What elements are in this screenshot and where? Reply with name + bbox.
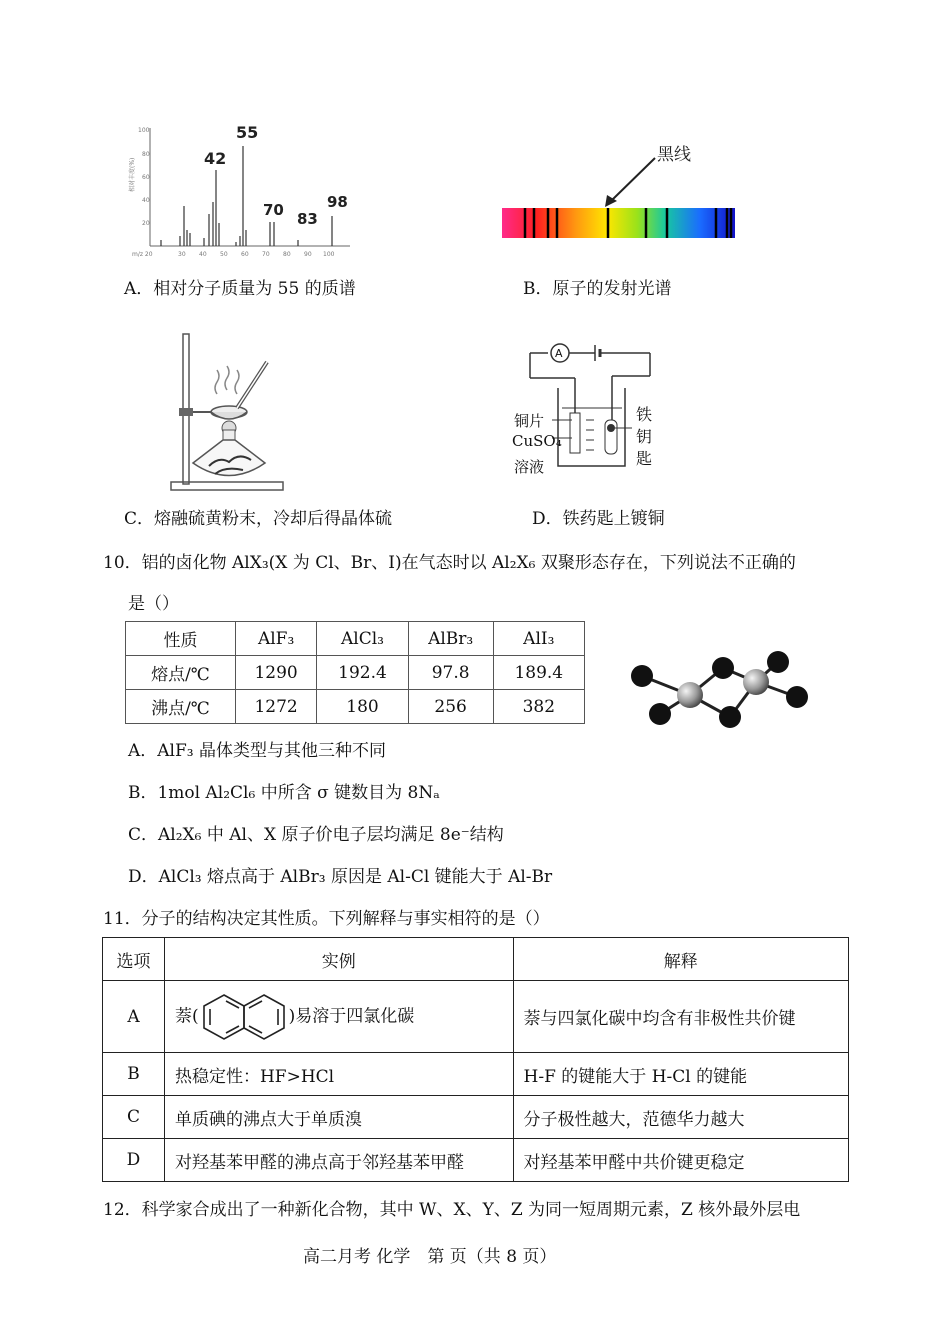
page-footer: 高二月考 化学 第 页（共 8 页） — [303, 1247, 557, 1267]
table-header-cell: 性质 — [126, 622, 236, 656]
example-suffix: )易溶于四氯化碳 — [288, 1006, 415, 1026]
naphthalene-structure-icon — [199, 992, 289, 1042]
table-cell: H-F 的键能大于 H-Cl 的键能 — [513, 1053, 848, 1096]
table-header-cell: AlCl₃ — [317, 622, 408, 656]
table-row — [126, 622, 585, 656]
q12-stem: 12．科学家合成出了一种新化合物，其中 W、X、Y、Z 为同一短周期元素，Z 核外最外层电 — [103, 1200, 801, 1220]
peak-label-70: 70 — [263, 201, 284, 219]
emission-spectrum-figure — [495, 138, 745, 243]
mass-y-tick: 40 — [142, 197, 150, 204]
table-row — [103, 981, 849, 1053]
table-header-cell: 选项 — [103, 938, 165, 981]
label-copper-sheet: 铜片 — [514, 412, 545, 430]
table-cell: 180 — [317, 690, 408, 724]
example-prefix: 萘( — [174, 1006, 199, 1026]
table-row — [126, 656, 585, 690]
table-cell: 256 — [408, 690, 493, 724]
table-header-cell: 解释 — [513, 938, 848, 981]
ammeter-label: A — [555, 347, 563, 360]
q10-option-c: C．Al₂X₆ 中 Al、X 原子价电子层均满足 8e⁻结构 — [128, 825, 504, 845]
table-cell: 382 — [493, 690, 584, 724]
label-iron: 铁 — [636, 405, 653, 424]
mass-spectrum-svg — [120, 118, 360, 263]
table-cell: 熔点/℃ — [126, 656, 236, 690]
table-cell: 97.8 — [408, 656, 493, 690]
table-cell: 1290 — [235, 656, 316, 690]
table-cell: B — [103, 1053, 165, 1096]
label-key: 钥 — [636, 427, 653, 446]
q11-stem: 11．分子的结构决定其性质。下列解释与事实相符的是（） — [103, 909, 550, 929]
table-cell: 沸点/℃ — [126, 690, 236, 724]
q9-option-b: B．原子的发射光谱 — [523, 279, 672, 299]
mass-x-tick: 100 — [323, 251, 335, 258]
mass-x-tick: 60 — [241, 251, 249, 258]
mass-x-tick: 80 — [283, 251, 291, 258]
peak-label-98: 98 — [327, 193, 348, 211]
sulfur-apparatus-figure — [165, 328, 285, 496]
table-cell — [164, 981, 513, 1053]
mass-x-tick: 40 — [199, 251, 207, 258]
table-header-cell: AlF₃ — [235, 622, 316, 656]
q9-option-c: C．熔融硫黄粉末，冷却后得晶体硫 — [124, 509, 393, 529]
table-cell: A — [103, 981, 165, 1053]
table-cell: 对羟基苯甲醛中共价键更稳定 — [513, 1139, 848, 1182]
table-cell: 分子极性越大，范德华力越大 — [513, 1096, 848, 1139]
table-cell: 192.4 — [317, 656, 408, 690]
q10-property-table — [125, 621, 585, 724]
table-cell: D — [103, 1139, 165, 1182]
table-cell: 热稳定性：HF>HCl — [164, 1053, 513, 1096]
table-header-cell: 实例 — [164, 938, 513, 981]
peak-label-42: 42 — [204, 149, 227, 168]
mass-y-tick: 100 — [138, 127, 150, 134]
table-cell: 对羟基苯甲醛的沸点高于邻羟基苯甲醛 — [164, 1139, 513, 1182]
table-row — [103, 1053, 849, 1096]
al2x6-molecule-svg — [620, 645, 815, 735]
q10-option-a: A．AlF₃ 晶体类型与其他三种不同 — [128, 741, 387, 761]
label-cuso4: CuSO₄ — [512, 432, 562, 450]
table-row — [103, 1096, 849, 1139]
mass-y-tick: 60 — [142, 174, 150, 181]
table-cell: C — [103, 1096, 165, 1139]
sulfur-apparatus-svg — [165, 328, 285, 496]
q10-stem-line2: 是（） — [128, 594, 179, 614]
q10-option-b: B．1mol Al₂Cl₆ 中所含 σ 键数目为 8Nₐ — [128, 783, 440, 803]
label-solution: 溶液 — [514, 458, 545, 476]
mass-x-tick: m/z 20 — [132, 251, 153, 258]
table-row — [126, 690, 585, 724]
al2x6-molecule-model — [620, 645, 815, 735]
table-row — [103, 1139, 849, 1182]
table-cell: 1272 — [235, 690, 316, 724]
q10-option-d: D．AlCl₃ 熔点高于 AlBr₃ 原因是 Al-Cl 键能大于 Al-Br — [128, 867, 553, 887]
table-cell: 189.4 — [493, 656, 584, 690]
mass-x-tick: 50 — [220, 251, 228, 258]
label-spoon: 匙 — [636, 449, 653, 468]
q11-table — [102, 937, 849, 1182]
mass-x-tick: 30 — [178, 251, 186, 258]
mass-y-label: 相对丰度(%) — [129, 157, 136, 192]
peak-label-55: 55 — [236, 123, 259, 142]
q9-option-a: A．相对分子质量为 55 的质谱 — [124, 279, 356, 299]
mass-y-tick: 20 — [142, 220, 150, 227]
mass-x-tick: 90 — [304, 251, 312, 258]
table-cell: 萘与四氯化碳中均含有非极性共价键 — [513, 981, 848, 1053]
q9-option-d: D．铁药匙上镀铜 — [532, 509, 665, 529]
black-line-label: 黑线 — [657, 145, 691, 165]
q10-stem-line1: 10．铝的卤化物 AlX₃(X 为 Cl、Br、I)在气态时以 Al₂X₆ 双聚形态存在，下列说法不正确的 — [103, 553, 796, 573]
mass-y-tick: 80 — [142, 151, 150, 158]
table-header-cell: AlBr₃ — [408, 622, 493, 656]
table-row — [103, 938, 849, 981]
table-cell: 单质碘的沸点大于单质溴 — [164, 1096, 513, 1139]
mass-x-tick: 70 — [262, 251, 270, 258]
mass-spectrum-figure — [120, 118, 360, 263]
peak-label-83: 83 — [297, 210, 318, 228]
table-header-cell: AlI₃ — [493, 622, 584, 656]
emission-spectrum-svg — [495, 138, 745, 243]
